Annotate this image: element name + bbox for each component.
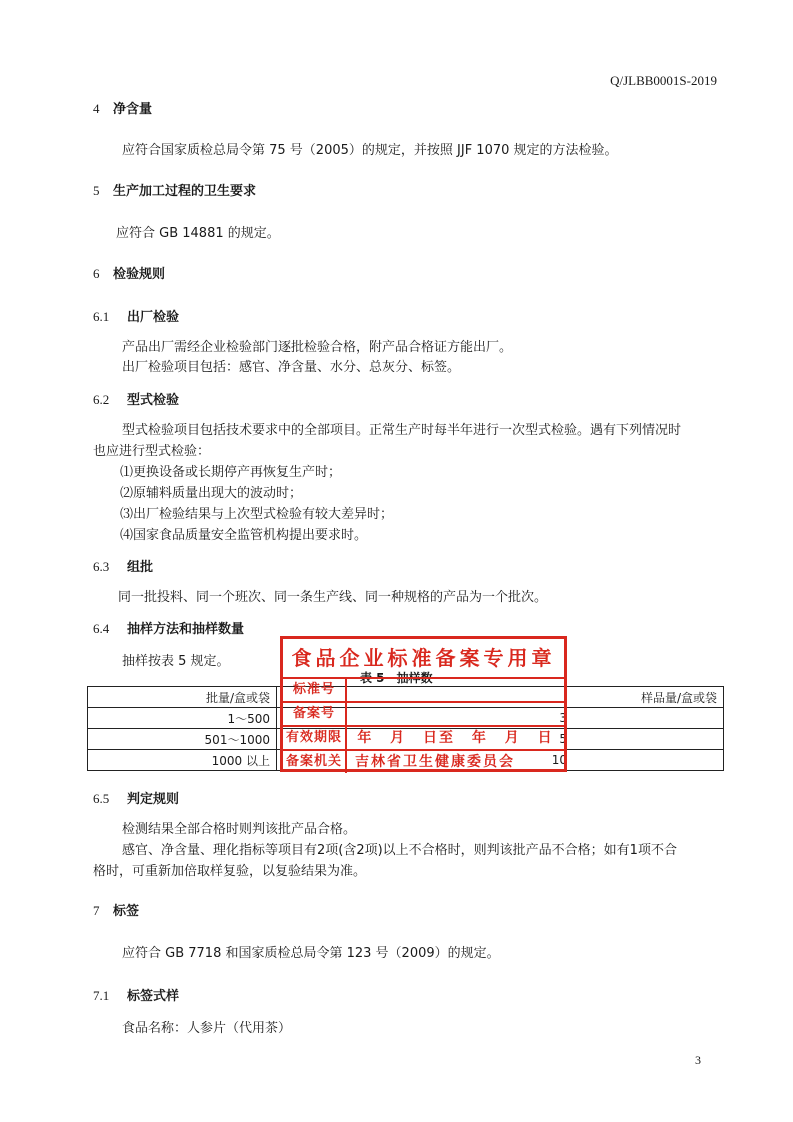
section-7-heading: 7 标签 [93,903,140,919]
table-cell: 501～1000 [88,729,277,750]
stamp-row [283,751,564,773]
table-cell: 10 [277,750,724,771]
section-5-heading: 5 生产加工过程的卫生要求 [93,183,257,199]
document-code: Q/JLBB0001S-2019 [610,73,717,88]
section-6-5-p1: 检测结果全部合格时则判该批产品合格。 [122,822,357,837]
section-6-2-p1a: 型式检验项目包括技术要求中的全部项目。正常生产时每半年进行一次型式检验。遇有下列情况时 [122,423,682,438]
stamp-title: 食品企业标准备案专用章 [283,639,564,679]
table-header-cell: 批量/盒或袋 [88,687,277,708]
stamp-row [283,727,564,751]
list-item: ⑶出厂检验结果与上次型式检验有较大差异时； [120,507,394,522]
section-6-5-p2a: 感官、净含量、理化指标等项目有2项(含2项)以上不合格时，则判该批产品不合格；如有1项不合 [122,843,677,858]
table-header-cell: 样品量/盒或袋 [277,687,724,708]
stamp-agency: 吉林省卫生健康委员会 [355,754,515,770]
filing-stamp [280,636,567,772]
section-4-heading: 4 净含量 [93,101,153,117]
section-6-5-heading: 6.5 判定规则 [93,791,180,807]
stamp-label: 备案号 [283,703,347,725]
section-6-2-p1b: 也应进行型式检验： [93,444,211,459]
section-7-text: 应符合 GB 7718 和国家质检总局令第 123 号（2009）的规定。 [122,946,500,961]
section-6-1-p2: 出厂检验项目包括：感官、净含量、水分、总灰分、标签。 [122,360,461,375]
section-6-heading: 6 检验规则 [93,266,166,282]
table-cell: 1000 以上 [88,750,277,771]
page-number: 3 [695,1053,701,1067]
section-6-3-text: 同一批投料、同一个班次、同一条生产线、同一种规格的产品为一个批次。 [118,590,548,605]
section-6-2-heading: 6.2 型式检验 [93,392,180,408]
section-7-1-text: 食品名称：人参片（代用茶） [122,1021,292,1036]
section-6-4-heading: 6.4 抽样方法和抽样数量 [93,621,245,637]
section-6-3-heading: 6.3 组批 [93,559,154,575]
stamp-label: 备案机关 [283,751,347,773]
stamp-row [283,703,564,727]
section-4-text: 应符合国家质检总局令第 75 号（2005）的规定，并按照 JJF 1070 规定的方法检验。 [122,143,618,158]
section-6-4-text: 抽样按表 5 规定。 [122,654,230,669]
list-item: ⑷国家食品质量安全监管机构提出要求时。 [120,528,368,543]
stamp-date: 年 月 日至 年 月 日 [357,730,554,746]
section-6-1-heading: 6.1 出厂检验 [93,309,180,325]
list-item: ⑴更换设备或长期停产再恢复生产时； [120,465,342,480]
table-cell: 5 [277,729,724,750]
table-5-caption: 表 5 抽样数 [360,671,433,685]
section-5-text: 应符合 GB 14881 的规定。 [116,226,280,241]
section-6-5-p2b: 格时，可重新加倍取样复验，以复验结果为准。 [93,864,367,879]
section-6-1-p1: 产品出厂需经企业检验部门逐批检验合格，附产品合格证方能出厂。 [122,340,513,355]
stamp-row [283,679,564,703]
table-cell: 1～500 [88,708,277,729]
list-item: ⑵原辅料质量出现大的波动时； [120,486,303,501]
table-cell: 3 [277,708,724,729]
stamp-label: 有效期限 [283,727,347,749]
section-7-1-heading: 7.1 标签式样 [93,988,180,1004]
stamp-label: 标准号 [283,679,347,701]
